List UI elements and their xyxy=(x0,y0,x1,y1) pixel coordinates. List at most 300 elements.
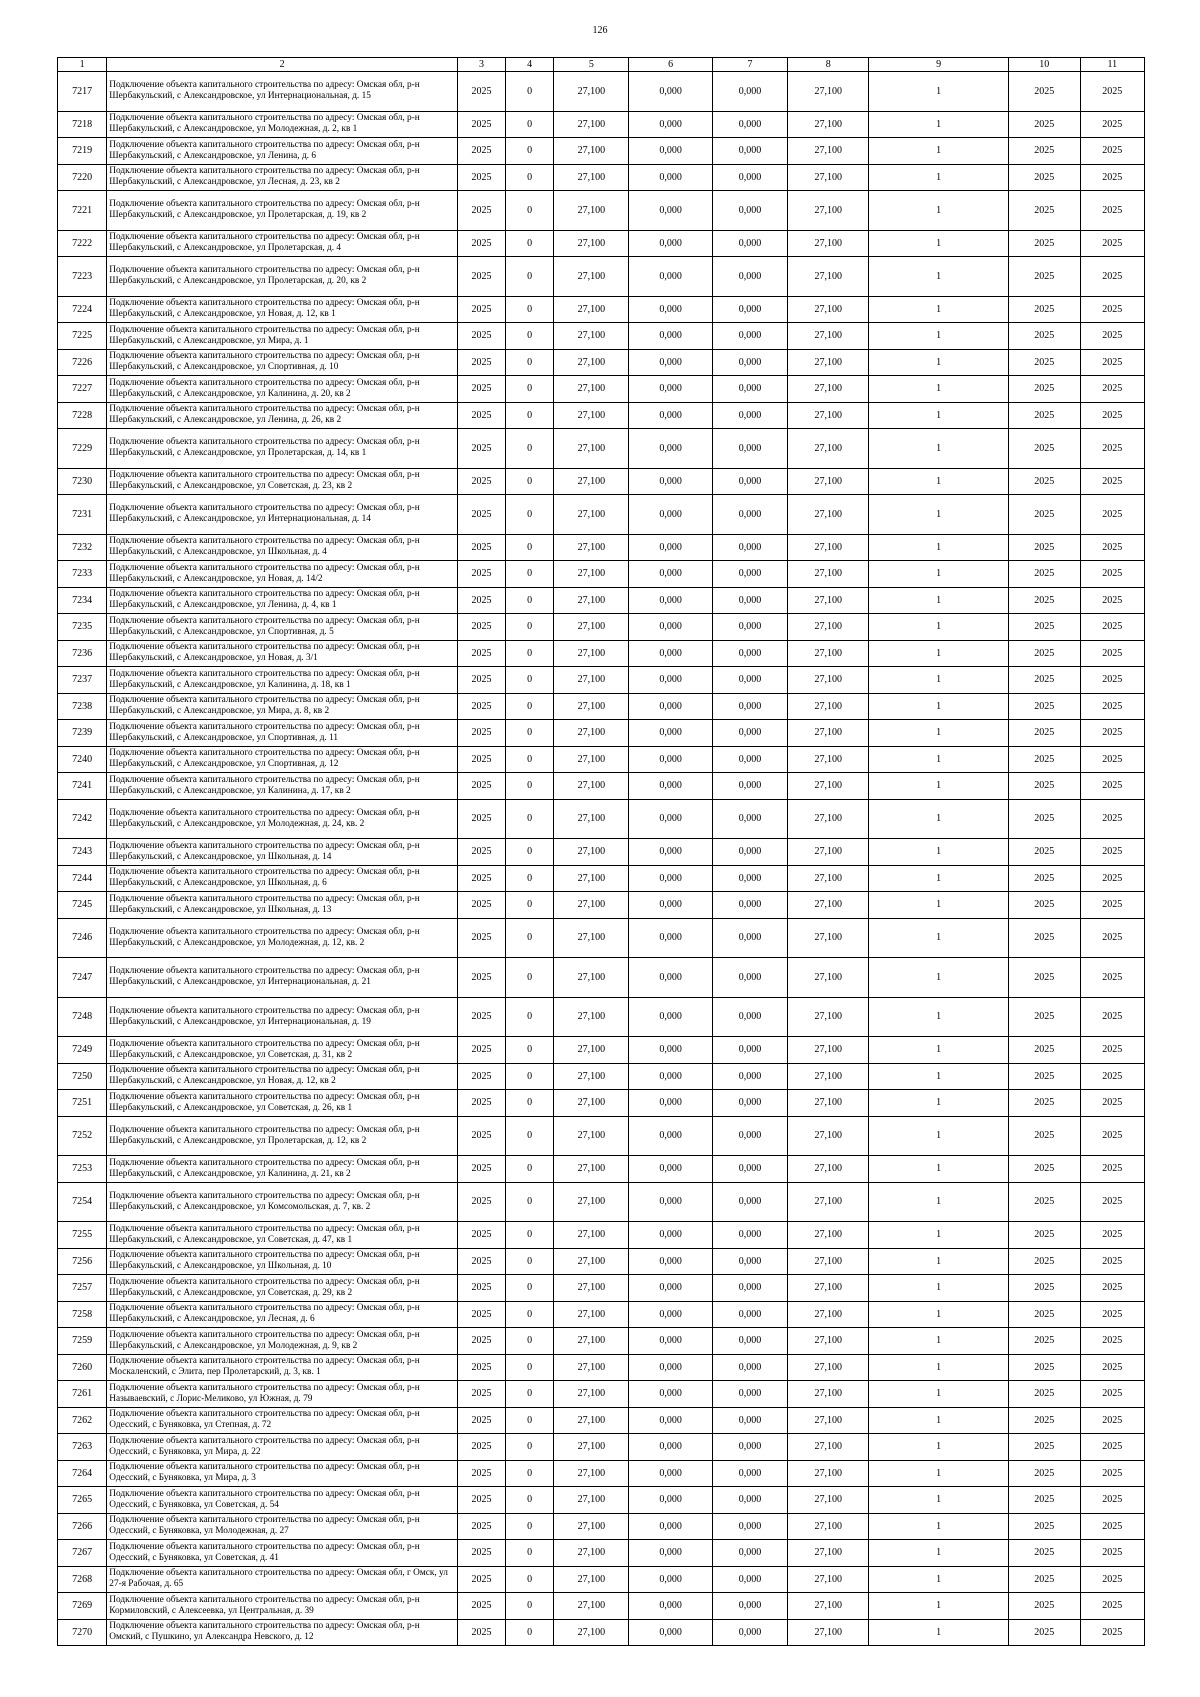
value-cell: 0,000 xyxy=(712,1460,787,1487)
value-cell: 27,100 xyxy=(787,468,868,495)
column-header: 11 xyxy=(1080,58,1144,72)
value-cell: 0,000 xyxy=(712,865,787,892)
value-cell: 0 xyxy=(506,376,554,403)
year-cell: 2025 xyxy=(1080,1090,1144,1117)
year-cell: 2025 xyxy=(457,191,505,231)
year-cell: 2025 xyxy=(1008,138,1080,165)
table-row xyxy=(58,376,1145,403)
year-cell: 2025 xyxy=(1008,230,1080,257)
value-cell: 0,000 xyxy=(629,376,713,403)
value-cell: 27,100 xyxy=(787,1037,868,1064)
count-cell: 1 xyxy=(869,111,1008,138)
value-cell: 0,000 xyxy=(629,1593,713,1620)
count-cell: 1 xyxy=(869,323,1008,350)
count-cell: 1 xyxy=(869,1354,1008,1381)
year-cell: 2025 xyxy=(457,799,505,839)
table-row xyxy=(58,1619,1145,1646)
count-cell: 1 xyxy=(869,918,1008,958)
year-cell: 2025 xyxy=(1008,799,1080,839)
count-cell: 1 xyxy=(869,839,1008,866)
description-cell: Подключение объекта капитального строительства по адресу: Омская обл, р-н Шербакульский, с Александровское, ул Калинина, д. 17, кв 2 xyxy=(107,773,458,800)
year-cell: 2025 xyxy=(1008,1487,1080,1514)
row-number-cell: 7223 xyxy=(58,257,107,297)
value-cell: 0,000 xyxy=(629,429,713,469)
value-cell: 0,000 xyxy=(629,1566,713,1593)
count-cell: 1 xyxy=(869,296,1008,323)
value-cell: 0,000 xyxy=(712,1540,787,1567)
description-cell: Подключение объекта капитального строительства по адресу: Омская обл, р-н Шербакульский, с Александровское, ул Школьная, д. 6 xyxy=(107,865,458,892)
value-cell: 0 xyxy=(506,1513,554,1540)
year-cell: 2025 xyxy=(1080,746,1144,773)
year-cell: 2025 xyxy=(457,1540,505,1567)
year-cell: 2025 xyxy=(1008,865,1080,892)
value-cell: 27,100 xyxy=(554,1513,629,1540)
table-row xyxy=(58,865,1145,892)
description-cell: Подключение объекта капитального строительства по адресу: Омская обл, р-н Шербакульский, с Александровское, ул Лесная, д. 23, кв 2 xyxy=(107,164,458,191)
year-cell: 2025 xyxy=(1080,958,1144,998)
table-row xyxy=(58,1116,1145,1156)
table-row xyxy=(58,693,1145,720)
year-cell: 2025 xyxy=(457,1328,505,1355)
value-cell: 27,100 xyxy=(787,958,868,998)
table-row xyxy=(58,349,1145,376)
row-number-cell: 7221 xyxy=(58,191,107,231)
column-header: 4 xyxy=(506,58,554,72)
year-cell: 2025 xyxy=(457,839,505,866)
value-cell: 0,000 xyxy=(712,587,787,614)
year-cell: 2025 xyxy=(1008,1116,1080,1156)
value-cell: 0 xyxy=(506,1301,554,1328)
value-cell: 27,100 xyxy=(554,773,629,800)
value-cell: 27,100 xyxy=(787,918,868,958)
count-cell: 1 xyxy=(869,1381,1008,1408)
value-cell: 0,000 xyxy=(629,468,713,495)
year-cell: 2025 xyxy=(1080,495,1144,535)
count-cell: 1 xyxy=(869,1619,1008,1646)
year-cell: 2025 xyxy=(1008,918,1080,958)
value-cell: 27,100 xyxy=(787,667,868,694)
description-cell: Подключение объекта капитального строительства по адресу: Омская обл, р-н Одесский, с Буняковка, ул Мира, д. 3 xyxy=(107,1460,458,1487)
value-cell: 27,100 xyxy=(787,1222,868,1249)
value-cell: 27,100 xyxy=(554,746,629,773)
value-cell: 0,000 xyxy=(629,1222,713,1249)
column-header: 1 xyxy=(58,58,107,72)
value-cell: 0,000 xyxy=(712,495,787,535)
count-cell: 1 xyxy=(869,495,1008,535)
value-cell: 0,000 xyxy=(712,111,787,138)
value-cell: 0,000 xyxy=(629,958,713,998)
description-cell: Подключение объекта капитального строительства по адресу: Омская обл, р-н Шербакульский, с Александровское, ул Спортивная, д. 11 xyxy=(107,720,458,747)
year-cell: 2025 xyxy=(1008,1328,1080,1355)
column-header: 2 xyxy=(107,58,458,72)
value-cell: 0 xyxy=(506,296,554,323)
value-cell: 27,100 xyxy=(787,1156,868,1183)
value-cell: 27,100 xyxy=(787,1248,868,1275)
value-cell: 0,000 xyxy=(712,561,787,588)
year-cell: 2025 xyxy=(1080,191,1144,231)
value-cell: 27,100 xyxy=(787,1434,868,1461)
year-cell: 2025 xyxy=(457,402,505,429)
value-cell: 27,100 xyxy=(554,468,629,495)
value-cell: 27,100 xyxy=(787,402,868,429)
value-cell: 0,000 xyxy=(629,1116,713,1156)
value-cell: 0,000 xyxy=(712,468,787,495)
value-cell: 27,100 xyxy=(554,693,629,720)
row-number-cell: 7220 xyxy=(58,164,107,191)
row-number-cell: 7249 xyxy=(58,1037,107,1064)
value-cell: 0 xyxy=(506,865,554,892)
year-cell: 2025 xyxy=(1008,1063,1080,1090)
year-cell: 2025 xyxy=(457,958,505,998)
value-cell: 27,100 xyxy=(554,1619,629,1646)
column-header: 3 xyxy=(457,58,505,72)
value-cell: 27,100 xyxy=(554,1487,629,1514)
value-cell: 0,000 xyxy=(629,1063,713,1090)
row-number-cell: 7261 xyxy=(58,1381,107,1408)
value-cell: 0,000 xyxy=(712,1407,787,1434)
value-cell: 0,000 xyxy=(712,773,787,800)
value-cell: 27,100 xyxy=(554,1354,629,1381)
year-cell: 2025 xyxy=(1008,1275,1080,1302)
value-cell: 0,000 xyxy=(629,1248,713,1275)
value-cell: 27,100 xyxy=(787,1619,868,1646)
table-row xyxy=(58,138,1145,165)
year-cell: 2025 xyxy=(1008,495,1080,535)
row-number-cell: 7232 xyxy=(58,534,107,561)
year-cell: 2025 xyxy=(457,1487,505,1514)
count-cell: 1 xyxy=(869,1182,1008,1222)
row-number-cell: 7241 xyxy=(58,773,107,800)
row-number-cell: 7237 xyxy=(58,667,107,694)
table-row xyxy=(58,640,1145,667)
year-cell: 2025 xyxy=(457,111,505,138)
value-cell: 27,100 xyxy=(787,614,868,641)
description-cell: Подключение объекта капитального строительства по адресу: Омская обл, р-н Шербакульский, с Александровское, ул Школьная, д. 10 xyxy=(107,1248,458,1275)
row-number-cell: 7224 xyxy=(58,296,107,323)
value-cell: 0,000 xyxy=(712,1513,787,1540)
value-cell: 0 xyxy=(506,1222,554,1249)
value-cell: 0,000 xyxy=(712,1063,787,1090)
value-cell: 27,100 xyxy=(787,296,868,323)
year-cell: 2025 xyxy=(1080,1275,1144,1302)
value-cell: 0,000 xyxy=(712,1354,787,1381)
description-cell: Подключение объекта капитального строительства по адресу: Омская обл, р-н Шербакульский, с Александровское, ул Калинина, д. 20, кв 2 xyxy=(107,376,458,403)
value-cell: 0 xyxy=(506,799,554,839)
year-cell: 2025 xyxy=(1008,468,1080,495)
value-cell: 0 xyxy=(506,1182,554,1222)
table-row xyxy=(58,257,1145,297)
value-cell: 0,000 xyxy=(629,561,713,588)
value-cell: 0,000 xyxy=(629,1513,713,1540)
value-cell: 0 xyxy=(506,191,554,231)
year-cell: 2025 xyxy=(1008,1381,1080,1408)
year-cell: 2025 xyxy=(457,376,505,403)
year-cell: 2025 xyxy=(1008,376,1080,403)
description-cell: Подключение объекта капитального строительства по адресу: Омская обл, р-н Шербакульский, с Александровское, ул Молодежная, д. 2, кв 1 xyxy=(107,111,458,138)
description-cell: Подключение объекта капитального строительства по адресу: Омская обл, р-н Шербакульский, с Александровское, ул Калинина, д. 21, кв 2 xyxy=(107,1156,458,1183)
row-number-cell: 7243 xyxy=(58,839,107,866)
value-cell: 27,100 xyxy=(787,1566,868,1593)
table-row xyxy=(58,468,1145,495)
value-cell: 0 xyxy=(506,667,554,694)
year-cell: 2025 xyxy=(1080,1116,1144,1156)
value-cell: 0,000 xyxy=(629,640,713,667)
value-cell: 27,100 xyxy=(554,72,629,112)
year-cell: 2025 xyxy=(457,1248,505,1275)
count-cell: 1 xyxy=(869,257,1008,297)
value-cell: 0,000 xyxy=(629,773,713,800)
year-cell: 2025 xyxy=(1080,534,1144,561)
value-cell: 0,000 xyxy=(629,587,713,614)
row-number-cell: 7267 xyxy=(58,1540,107,1567)
year-cell: 2025 xyxy=(1008,667,1080,694)
column-header: 6 xyxy=(629,58,713,72)
value-cell: 0,000 xyxy=(712,892,787,919)
year-cell: 2025 xyxy=(457,429,505,469)
value-cell: 0 xyxy=(506,614,554,641)
value-cell: 27,100 xyxy=(787,429,868,469)
year-cell: 2025 xyxy=(1080,1460,1144,1487)
description-cell: Подключение объекта капитального строительства по адресу: Омская обл, р-н Шербакульский, с Александровское, ул Мира, д. 1 xyxy=(107,323,458,350)
value-cell: 0 xyxy=(506,640,554,667)
value-cell: 27,100 xyxy=(554,1156,629,1183)
value-cell: 0,000 xyxy=(712,230,787,257)
value-cell: 0,000 xyxy=(629,1301,713,1328)
description-cell: Подключение объекта капитального строительства по адресу: Омская обл, р-н Шербакульский, с Александровское, ул Интернациональная, д. 14 xyxy=(107,495,458,535)
value-cell: 0,000 xyxy=(629,296,713,323)
table-row xyxy=(58,746,1145,773)
count-cell: 1 xyxy=(869,1156,1008,1183)
value-cell: 0,000 xyxy=(629,1381,713,1408)
value-cell: 0,000 xyxy=(712,1619,787,1646)
count-cell: 1 xyxy=(869,1275,1008,1302)
year-cell: 2025 xyxy=(457,495,505,535)
table-row xyxy=(58,402,1145,429)
year-cell: 2025 xyxy=(1008,1222,1080,1249)
year-cell: 2025 xyxy=(1008,1182,1080,1222)
count-cell: 1 xyxy=(869,892,1008,919)
count-cell: 1 xyxy=(869,720,1008,747)
table-row xyxy=(58,1301,1145,1328)
value-cell: 0,000 xyxy=(629,1275,713,1302)
value-cell: 27,100 xyxy=(554,561,629,588)
row-number-cell: 7253 xyxy=(58,1156,107,1183)
header-row xyxy=(58,58,1145,72)
description-cell: Подключение объекта капитального строительства по адресу: Омская обл, р-н Шербакульский, с Александровское, ул Спортивная, д. 5 xyxy=(107,614,458,641)
count-cell: 1 xyxy=(869,349,1008,376)
year-cell: 2025 xyxy=(457,1407,505,1434)
row-number-cell: 7242 xyxy=(58,799,107,839)
value-cell: 0,000 xyxy=(629,534,713,561)
value-cell: 27,100 xyxy=(554,640,629,667)
year-cell: 2025 xyxy=(457,587,505,614)
value-cell: 27,100 xyxy=(554,1037,629,1064)
value-cell: 0 xyxy=(506,1116,554,1156)
count-cell: 1 xyxy=(869,1434,1008,1461)
value-cell: 27,100 xyxy=(787,1593,868,1620)
year-cell: 2025 xyxy=(1008,402,1080,429)
value-cell: 27,100 xyxy=(554,230,629,257)
value-cell: 0 xyxy=(506,1407,554,1434)
value-cell: 0 xyxy=(506,138,554,165)
value-cell: 0,000 xyxy=(712,1222,787,1249)
value-cell: 27,100 xyxy=(554,257,629,297)
year-cell: 2025 xyxy=(1008,429,1080,469)
value-cell: 0 xyxy=(506,693,554,720)
row-number-cell: 7234 xyxy=(58,587,107,614)
table-row xyxy=(58,1328,1145,1355)
count-cell: 1 xyxy=(869,997,1008,1037)
value-cell: 27,100 xyxy=(787,1487,868,1514)
year-cell: 2025 xyxy=(457,918,505,958)
table-row xyxy=(58,958,1145,998)
description-cell: Подключение объекта капитального строительства по адресу: Омская обл, р-н Шербакульский, с Александровское, ул Пролетарская, д. 12, кв 2 xyxy=(107,1116,458,1156)
value-cell: 0,000 xyxy=(712,1182,787,1222)
value-cell: 27,100 xyxy=(554,720,629,747)
year-cell: 2025 xyxy=(457,1182,505,1222)
value-cell: 27,100 xyxy=(787,534,868,561)
value-cell: 27,100 xyxy=(554,323,629,350)
year-cell: 2025 xyxy=(1080,1182,1144,1222)
value-cell: 27,100 xyxy=(554,614,629,641)
value-cell: 27,100 xyxy=(787,839,868,866)
value-cell: 0,000 xyxy=(629,111,713,138)
description-cell: Подключение объекта капитального строительства по адресу: Омская обл, р-н Шербакульский, с Александровское, ул Новая, д. 14/2 xyxy=(107,561,458,588)
value-cell: 0 xyxy=(506,1619,554,1646)
description-cell: Подключение объекта капитального строительства по адресу: Омская обл, р-н Одесский, с Буняковка, ул Советская, д. 54 xyxy=(107,1487,458,1514)
year-cell: 2025 xyxy=(1080,429,1144,469)
value-cell: 0,000 xyxy=(712,1275,787,1302)
value-cell: 27,100 xyxy=(787,1182,868,1222)
value-cell: 27,100 xyxy=(787,1381,868,1408)
year-cell: 2025 xyxy=(1080,1222,1144,1249)
row-number-cell: 7230 xyxy=(58,468,107,495)
description-cell: Подключение объекта капитального строительства по адресу: Омская обл, р-н Шербакульский, с Александровское, ул Калинина, д. 18, кв 1 xyxy=(107,667,458,694)
year-cell: 2025 xyxy=(1080,720,1144,747)
value-cell: 27,100 xyxy=(787,587,868,614)
value-cell: 27,100 xyxy=(787,693,868,720)
table-row xyxy=(58,111,1145,138)
value-cell: 27,100 xyxy=(554,1248,629,1275)
value-cell: 0,000 xyxy=(629,892,713,919)
value-cell: 0,000 xyxy=(712,164,787,191)
row-number-cell: 7269 xyxy=(58,1593,107,1620)
count-cell: 1 xyxy=(869,72,1008,112)
table-row xyxy=(58,495,1145,535)
table-row xyxy=(58,799,1145,839)
value-cell: 27,100 xyxy=(787,561,868,588)
column-header: 10 xyxy=(1008,58,1080,72)
value-cell: 27,100 xyxy=(787,892,868,919)
value-cell: 0 xyxy=(506,257,554,297)
value-cell: 27,100 xyxy=(787,1513,868,1540)
year-cell: 2025 xyxy=(1080,1037,1144,1064)
value-cell: 0,000 xyxy=(629,1619,713,1646)
year-cell: 2025 xyxy=(1008,1619,1080,1646)
year-cell: 2025 xyxy=(1008,720,1080,747)
row-number-cell: 7247 xyxy=(58,958,107,998)
count-cell: 1 xyxy=(869,1222,1008,1249)
value-cell: 0 xyxy=(506,429,554,469)
year-cell: 2025 xyxy=(1080,164,1144,191)
value-cell: 0 xyxy=(506,1540,554,1567)
table-row xyxy=(58,1381,1145,1408)
value-cell: 27,100 xyxy=(787,799,868,839)
year-cell: 2025 xyxy=(1080,799,1144,839)
value-cell: 0,000 xyxy=(712,1328,787,1355)
value-cell: 0 xyxy=(506,587,554,614)
description-cell: Подключение объекта капитального строительства по адресу: Омская обл, р-н Одесский, с Буняковка, ул Молодежная, д. 27 xyxy=(107,1513,458,1540)
count-cell: 1 xyxy=(869,1037,1008,1064)
year-cell: 2025 xyxy=(1080,376,1144,403)
count-cell: 1 xyxy=(869,534,1008,561)
description-cell: Подключение объекта капитального строительства по адресу: Омская обл, р-н Шербакульский, с Александровское, ул Молодежная, д. 12, кв. 2 xyxy=(107,918,458,958)
table-row xyxy=(58,997,1145,1037)
table-row xyxy=(58,1182,1145,1222)
count-cell: 1 xyxy=(869,1407,1008,1434)
year-cell: 2025 xyxy=(1080,1156,1144,1183)
year-cell: 2025 xyxy=(1080,1566,1144,1593)
count-cell: 1 xyxy=(869,1248,1008,1275)
year-cell: 2025 xyxy=(1080,892,1144,919)
year-cell: 2025 xyxy=(1008,746,1080,773)
table-row xyxy=(58,1593,1145,1620)
description-cell: Подключение объекта капитального строительства по адресу: Омская обл, р-н Шербакульский, с Александровское, ул Комсомольская, д. 7, кв. 2 xyxy=(107,1182,458,1222)
value-cell: 27,100 xyxy=(787,1116,868,1156)
year-cell: 2025 xyxy=(457,1116,505,1156)
count-cell: 1 xyxy=(869,1090,1008,1117)
row-number-cell: 7265 xyxy=(58,1487,107,1514)
row-number-cell: 7246 xyxy=(58,918,107,958)
year-cell: 2025 xyxy=(1080,138,1144,165)
value-cell: 0,000 xyxy=(712,138,787,165)
value-cell: 0,000 xyxy=(629,1354,713,1381)
value-cell: 0 xyxy=(506,1460,554,1487)
year-cell: 2025 xyxy=(457,323,505,350)
value-cell: 27,100 xyxy=(554,1090,629,1117)
value-cell: 0,000 xyxy=(712,799,787,839)
year-cell: 2025 xyxy=(1080,1248,1144,1275)
table-row xyxy=(58,1037,1145,1064)
year-cell: 2025 xyxy=(457,865,505,892)
value-cell: 27,100 xyxy=(554,164,629,191)
row-number-cell: 7239 xyxy=(58,720,107,747)
value-cell: 0,000 xyxy=(629,402,713,429)
year-cell: 2025 xyxy=(1080,1593,1144,1620)
value-cell: 0 xyxy=(506,1593,554,1620)
table-row xyxy=(58,191,1145,231)
value-cell: 27,100 xyxy=(554,1182,629,1222)
row-number-cell: 7233 xyxy=(58,561,107,588)
value-cell: 27,100 xyxy=(787,746,868,773)
value-cell: 27,100 xyxy=(787,1301,868,1328)
year-cell: 2025 xyxy=(457,1063,505,1090)
table-row xyxy=(58,839,1145,866)
description-cell: Подключение объекта капитального строительства по адресу: Омская обл, р-н Шербакульский, с Александровское, ул Советская, д. 23, кв 2 xyxy=(107,468,458,495)
row-number-cell: 7238 xyxy=(58,693,107,720)
value-cell: 27,100 xyxy=(554,1328,629,1355)
row-number-cell: 7260 xyxy=(58,1354,107,1381)
year-cell: 2025 xyxy=(1080,1513,1144,1540)
description-cell: Подключение объекта капитального строительства по адресу: Омская обл, р-н Шербакульский, с Александровское, ул Ленина, д. 26, кв 2 xyxy=(107,402,458,429)
row-number-cell: 7264 xyxy=(58,1460,107,1487)
year-cell: 2025 xyxy=(1080,1540,1144,1567)
count-cell: 1 xyxy=(869,1513,1008,1540)
value-cell: 0 xyxy=(506,1328,554,1355)
value-cell: 27,100 xyxy=(554,839,629,866)
count-cell: 1 xyxy=(869,1460,1008,1487)
table-row xyxy=(58,72,1145,112)
